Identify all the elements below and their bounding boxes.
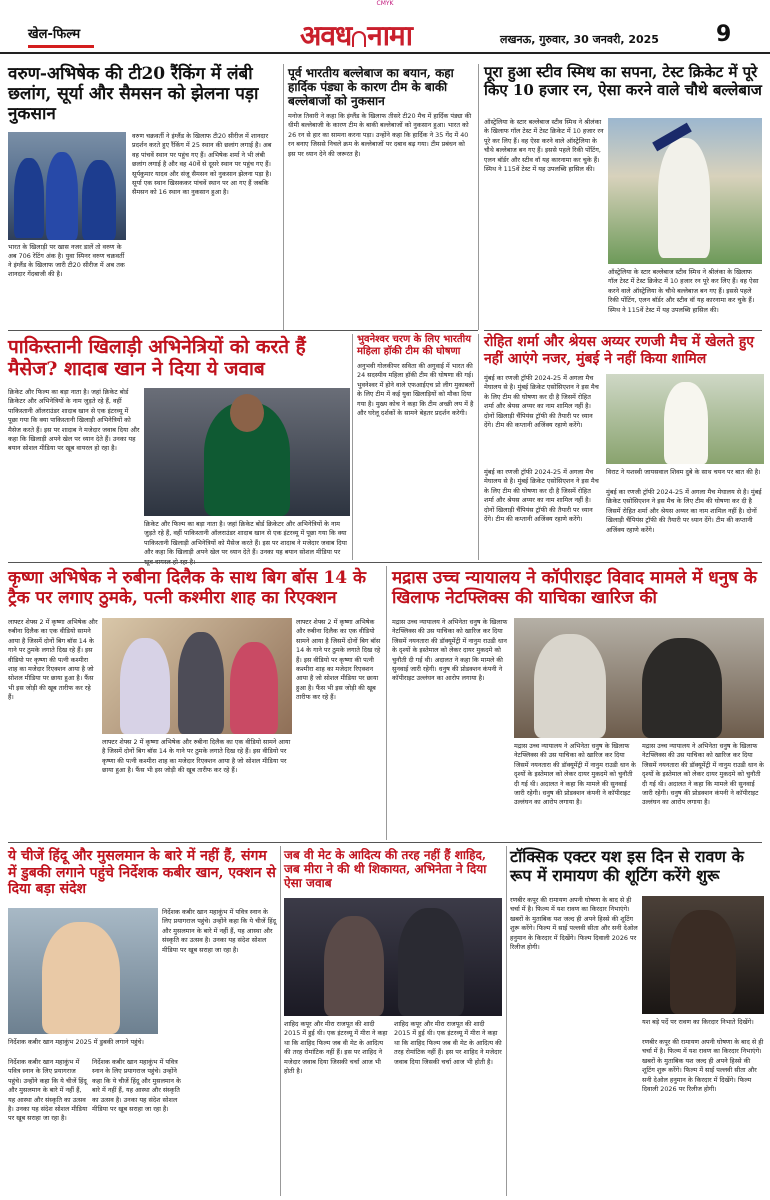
photo-yash xyxy=(642,896,764,1014)
body-kabir-cont: निर्देशक कबीर खान महाकुंभ में पवित्र स्नान के लिए प्रयागराज पहुंचे। उन्होंने कहा कि ये चीजें हिंदू और मुसलमान के बारे में नहीं हैं, यह आस्था और संस्कृति का उत्सव है। उनका यह संदेश सोशल मीडिया पर खूब सराहा जा रहा है। xyxy=(92,1058,181,1114)
divider xyxy=(8,330,478,331)
divider xyxy=(484,330,762,331)
body-kabir: निर्देशक कबीर खान महाकुंभ में पवित्र स्नान के लिए प्रयागराज पहुंचे। उन्होंने कहा कि ये चीजें हिंदू और मुसलमान के बारे में नहीं हैं, यह आस्था और संस्कृति का उत्सव है। उनका यह संदेश सोशल मीडिया पर खूब सराहा जा रहा है। xyxy=(8,1058,88,1123)
caption-ranji: विराट ने यशस्वी जायसवाल शिवम दुबे के साथ चयन पर बात की है। xyxy=(606,468,761,476)
headline-shadab: पाकिस्तानी खिलाड़ी अभिनेत्रियों को करते हैं मैसेज? शादाब खान ने दिया ये जवाब xyxy=(8,336,306,381)
caption-yash: यश बड़े पर्दे पर रावण का किरदार निभाते दिखेंगे। xyxy=(642,1018,754,1026)
column-divider xyxy=(283,64,284,330)
caption-kabir: निर्देशक कबीर खान महाकुंभ 2025 में डुबकी लगाने पहुंचे। xyxy=(8,1038,144,1046)
dateline: लखनऊ, गुरुवार, 30 जनवरी, 2025 xyxy=(500,33,659,46)
photo-shadab-khan xyxy=(144,388,350,516)
body-dhanush-cont: मद्रास उच्च न्यायालय ने अभिनेता धनुष के खिलाफ नेटफ्लिक्स की उस याचिका को खारिज कर दिया जिसमें नयनतारा की डॉक्यूमेंट्री में नानुम राउडी धान के दृश्यों के इस्तेमाल को लेकर दायर मुकदमे को चुनौती दी गई थी। अदालत ने कहा कि मामले की सुनवाई जारी रहेगी। धनुष की प्रोडक्शन कंपनी ने कॉपीराइट उल्लंघन का आरोप लगाया है। xyxy=(514,742,636,807)
body-hockey: अनुभवी गोलकीपर सविता की अगुवाई में भारत की 24 सदस्यीय महिला हॉकी टीम की घोषणा की गई। भुवनेश्वर में होने वाले एफआईएच प्रो लीग मुकाबलों के लिए टीम में कई युवा खिलाड़ियों को मौका दिया गया है। मुख्य कोच ने कहा कि टीम अच्छी लय में है और घरेलू दर्शकों के सामने बेहतर प्रदर्शन करेगी। xyxy=(357,362,475,418)
body-shadab: क्रिकेट और फिल्म का बड़ा नाता है। जहां क्रिकेट बोर्ड क्रिकेटर और अभिनेत्रियों के नाम जुड़ते रहे हैं, वहीं पाकिस्तानी ऑलराउंडर शादाब खान से एक इंटरव्यू में पूछा गया कि क्या पाकिस्तानी खिलाड़ी अभिनेत्रियों को मैसेज करते हैं। इस पर शादाब ने मजेदार जवाब दिया और कहा कि खिलाड़ी अपने खेल पर ध्यान देते हैं। उनका यह बयान सोशल मीडिया पर खूब वायरल हो रहा है। xyxy=(8,388,140,453)
body-aditya: शाहिद कपूर और मीरा राजपूत की शादी 2015 में हुई थी। एक इंटरव्यू में मीरा ने कहा था कि शाहिद फिल्म जब वी मेट के आदित्य की तरह रोमांटिक नहीं हैं। इस पर शाहिद ने मजेदार जवाब दिया जिसकी चर्चा आज भी होती है। xyxy=(284,1020,388,1076)
column-divider xyxy=(506,846,507,1196)
column-divider xyxy=(386,566,387,840)
body-krishna-cont2: लाफ्टर शेफ्स 2 में कृष्णा अभिषेक और रुबीना दिलैक का एक वीडियो सामने आया है जिसमें दोनों बिग बॉस 14 के गाने पर ठुमके लगाते दिख रहे हैं। इस वीडियो पर कृष्णा की पत्नी कश्मीरा शाह का मजेदार रिएक्शन आया है जो सोशल मीडिया पर छाया हुआ है। फैंस भी इस जोड़ी की खूब तारीफ कर रहे हैं। xyxy=(296,618,381,702)
body-hardik: मनोज तिवारी ने कहा कि इंग्लैंड के खिलाफ तीसरे टी20 मैच में हार्दिक पंड्या की धीमी बल्लेबाजी के कारण टीम के बाकी बल्लेबाजों को नुकसान हुआ। भारत को 26 रन से हार का सामना करना पड़ा। उन्होंने कहा कि हार्दिक ने 35 गेंद में 40 रन बनाए जिससे निचले क्रम के बल्लेबाजों पर दबाव बढ़ गया। टीम प्रबंधन को इस पर ध्यान देने की जरूरत है। xyxy=(288,112,472,158)
newspaper-logo xyxy=(300,16,412,54)
body-ranji-cont2: मुंबई का रणजी ट्रॉफी 2024-25 में अगला मैच मेघालय से है। मुंबई क्रिकेट एसोसिएशन ने इस मैच के लिए टीम की घोषणा कर दी है जिसमें रोहित शर्मा और श्रेयस अय्यर का नाम शामिल नहीं है। दोनों खिलाड़ी चैंपियंस ट्रॉफी की तैयारी पर ध्यान देंगे। टीम की कप्तानी अजिंक्य रहाणे करेंगे। xyxy=(606,488,762,534)
page-number: 9 xyxy=(716,22,732,47)
column-divider xyxy=(280,846,281,1196)
headline-ranji: रोहित शर्मा और श्रेयस अय्यर रणजी मैच में खेलते हुए नहीं आएंगे नजर, मुंबई ने नहीं किया शामिल xyxy=(484,334,755,367)
photo-rohit-sharma xyxy=(606,374,764,464)
body-shadab-cont: क्रिकेट और फिल्म का बड़ा नाता है। जहां क्रिकेट बोर्ड क्रिकेटर और अभिनेत्रियों के नाम जुड़ते रहे हैं, वहीं पाकिस्तानी ऑलराउंडर शादाब खान से एक इंटरव्यू में पूछा गया कि क्या पाकिस्तानी खिलाड़ी अभिनेत्रियों को मैसेज करते हैं। इस पर शादाब ने मजेदार जवाब दिया और कहा कि खिलाड़ी अपने खेल पर ध्यान देते हैं। उनका यह बयान सोशल मीडिया पर xyxy=(144,520,347,557)
photo-krishna-rubina xyxy=(102,618,292,734)
body-varun: वरुण चक्रवर्ती ने इंग्लैंड के खिलाफ टी20 सीरीज में शानदार प्रदर्शन करते हुए रैंकिंग में 25 स्थान की छलांग लगाई है। अब वह पांचवें स्थान पर पहुंच गए हैं। अभिषेक शर्मा ने भी लंबी छलांग लगाई है और वह 40वें से दूसरे स्थान पर पहुंच गए हैं। सूर्यकुमार यादव और संजू सैमसन को नुकसान झेलना पड़ा है। सूर्या एक स्थान खिसककर पांचवें स्थान पर आ गए हैं जबकि सैमसन को 16 स्थान का नुकसान हुआ है। xyxy=(132,132,272,197)
headline-varun: वरुण-अभिषेक की टी20 रैंकिंग में लंबी छलांग, सूर्या और सैमसन को झेलना पड़ा नुकसान xyxy=(8,64,259,125)
body-dhanush: मद्रास उच्च न्यायालय ने अभिनेता धनुष के खिलाफ नेटफ्लिक्स की उस याचिका को खारिज कर दिया जिसमें नयनतारा की डॉक्यूमेंट्री में नानुम राउडी धान के दृश्यों के इस्तेमाल को लेकर दायर मुकदमे को चुनौती दी गई थी। अदालत ने कहा कि मामले की सुनवाई जारी रहेगी। धनुष की प्रोडक्शन कंपनी ने कॉपीराइट उल्लंघन का आरोप लगाया है। xyxy=(392,618,508,683)
kicker-hockey: भुवनेश्वर चरण के लिए भारतीय महिला हॉकी टीम की घोषणा xyxy=(357,334,472,357)
photo-shahid-mira xyxy=(284,898,502,1016)
photo-kabir-khan xyxy=(8,908,158,1034)
body-yash-cont: रणबीर कपूर की रामायण अपनी घोषणा के बाद से ही चर्चा में है। फिल्म में यश रावण का किरदार निभाएंगे। खबरों के मुताबिक यश जल्द ही अपने हिस्से की शूटिंग शुरू करेंगे। फिल्म में साई पल्लवी सीता और सनी देओल हनुमान के किरदार में दिखेंगे। फिल्म दिवाली 2026 पर रिलीज होगी। xyxy=(642,1038,764,1094)
body-krishna: लाफ्टर शेफ्स 2 में कृष्णा अभिषेक और रुबीना दिलैक का एक वीडियो सामने आया है जिसमें दोनों बिग बॉस 14 के गाने पर ठुमके लगाते दिख रहे हैं। इस वीडियो पर कृष्णा की पत्नी कश्मीरा शाह का मजेदार रिएक्शन आया है जो सोशल मीडिया पर छाया हुआ है। फैंस भी इस जोड़ी की खूब तारीफ कर रहे हैं। xyxy=(8,618,98,702)
photo-steve-smith xyxy=(608,118,762,264)
dome-icon xyxy=(352,31,366,47)
cmyk-mark: CMYK xyxy=(376,0,394,7)
headline-dhanush: मद्रास उच्च न्यायालय ने कॉपीराइट विवाद मामले में धनुष के खिलाफ नेटफ्लिक्स की याचिका खारिज की xyxy=(392,568,757,609)
caption-varun: भारत के खिलाड़ी पर खास नजर डालें तो वरुण के अब 706 रेटिंग अंक है। युवा स्पिनर वरुण चक्रवर्ती ने इंग्लैंड के खिलाफ जारी टी20 सीरीज में अब तक शानदार गेंदबाजी की है। xyxy=(8,243,125,278)
logo-right: नामा xyxy=(367,19,412,52)
logo-left: अवध xyxy=(300,19,352,52)
body-ranji: मुंबई का रणजी ट्रॉफी 2024-25 में अगला मैच मेघालय से है। मुंबई क्रिकेट एसोसिएशन ने इस मैच के लिए टीम की घोषणा कर दी है जिसमें रोहित शर्मा और श्रेयस अय्यर का नाम शामिल नहीं है। दोनों खिलाड़ी चैंपियंस ट्रॉफी की तैयारी पर ध्यान देंगे। टीम की कप्तानी अजिंक्य रहाणे करेंगे। xyxy=(484,374,599,430)
headline-kabir: ये चीजें हिंदू और मुसलमान के बारे में नहीं हैं, संगम में डुबकी लगाने पहुंचे निर्देशक कबीर खान, एक्शन से दिया बड़ा संदेश xyxy=(8,848,276,898)
masthead xyxy=(0,10,770,54)
body-yash: रणबीर कपूर की रामायण अपनी घोषणा के बाद से ही चर्चा में है। फिल्म में यश रावण का किरदार निभाएंगे। खबरों के मुताबिक यश जल्द ही अपने हिस्से की शूटिंग शुरू करेंगे। फिल्म में साई पल्लवी सीता और सनी देओल हनुमान के किरदार में दिखेंगे। फिल्म दिवाली 2026 पर रिलीज होगी। xyxy=(510,896,638,952)
photo-cricket-team xyxy=(8,132,126,240)
headline-aditya: जब वी मेट के आदित्य की तरह नहीं हैं शाहिद, जब मीरा ने की थी शिकायत, अभिनेता ने दिया ऐसा जवाब xyxy=(284,848,487,891)
body-smith: ऑस्ट्रेलिया के स्टार बल्लेबाज स्टीव स्मिथ ने श्रीलंका के खिलाफ गॉल टेस्ट में टेस्ट क्रिकेट में 10 हजार रन पूरे कर लिए हैं। वह ऐसा करने वाले ऑस्ट्रेलिया के चौथे बल्लेबाज बन गए हैं। इससे पहले रिकी पोंटिंग, एलन बॉर्डर और स्टीव वॉ यह कारनामा कर चुके हैं। स्मिथ ने 115वें टेस्ट में यह उपलब्धि हासिल की। xyxy=(484,118,604,174)
divider xyxy=(8,842,762,843)
section-label: खेल-फिल्म xyxy=(28,24,94,42)
body-aditya-cont: शाहिद कपूर और मीरा राजपूत की शादी 2015 में हुई थी। एक इंटरव्यू में मीरा ने कहा था कि शाहिद फिल्म जब वी मेट के आदित्य की तरह रोमांटिक नहीं हैं। इस पर शाहिद ने मजेदार जवाब दिया जिसकी चर्चा आज भी होती है। xyxy=(394,1020,502,1066)
column-divider xyxy=(478,334,479,560)
column-divider xyxy=(352,334,353,560)
headline-krishna: कृष्णा अभिषेक ने रुबीना दिलैक के साथ बिग बॉस 14 के ट्रैक पर लगाए ठुमके, पत्नी कश्मीरा शाह का रिएक्शन xyxy=(8,568,367,609)
divider xyxy=(8,562,762,563)
body-dhanush-cont2: मद्रास उच्च न्यायालय ने अभिनेता धनुष के खिलाफ नेटफ्लिक्स की उस याचिका को खारिज कर दिया जिसमें नयनतारा की डॉक्यूमेंट्री में नानुम राउडी धान के दृश्यों के इस्तेमाल को लेकर दायर मुकदमे को चुनौती दी गई थी। अदालत ने कहा कि मामले की सुनवाई जारी रहेगी। धनुष की प्रोडक्शन कंपनी ने कॉपीराइट उल्लंघन का आरोप लगाया है। xyxy=(642,742,764,807)
headline-yash: टॉक्सिक एक्टर यश इस दिन से रावण के रूप में रामायण की शूटिंग करेंगे शुरू xyxy=(510,847,744,885)
photo-dhanush xyxy=(514,618,764,738)
body-smith-cont: ऑस्ट्रेलिया के स्टार बल्लेबाज स्टीव स्मिथ ने श्रीलंका के खिलाफ गॉल टेस्ट में टेस्ट क्रिकेट में 10 हजार रन पूरे कर लिए हैं। वह ऐसा करने वाले ऑस्ट्रेलिया के चौथे बल्लेबाज बन गए हैं। इससे पहले रिकी पोंटिंग, एलन बॉर्डर और स्टीव वॉ यह कारनामा कर चुके हैं। स्मिथ ने 115वें टेस्ट में यह उपलब्धि हासिल की। xyxy=(608,268,759,314)
body-ranji-cont: मुंबई का रणजी ट्रॉफी 2024-25 में अगला मैच मेघालय से है। मुंबई क्रिकेट एसोसिएशन ने इस मैच के लिए टीम की घोषणा कर दी है जिसमें रोहित शर्मा और श्रेयस अय्यर का नाम शामिल नहीं है। दोनों खिलाड़ी चैंपियंस ट्रॉफी की तैयारी पर ध्यान देंगे। टीम की कप्तानी अजिंक्य रहाणे करेंगे। xyxy=(484,468,599,524)
body-krishna-cont: लाफ्टर शेफ्स 2 में कृष्णा अभिषेक और रुबीना दिलैक का एक वीडियो सामने आया है जिसमें दोनों बिग बॉस 14 के गाने पर ठुमके लगाते दिख रहे हैं। इस वीडियो पर कृष्णा की पत्नी कश्मीरा शाह का मजेदार रिएक्शन आया है जो सोशल मीडिया पर छाया हुआ है। फैंस भी इस जोड़ी की खूब तारीफ कर रहे हैं। xyxy=(102,738,291,775)
body-kabir-cont2: निर्देशक कबीर खान महाकुंभ में पवित्र स्नान के लिए प्रयागराज पहुंचे। उन्होंने कहा कि ये चीजें हिंदू और मुसलमान के बारे में नहीं हैं, यह आस्था और संस्कृति का उत्सव है। उनका यह संदेश सोशल मीडिया पर खूब सराहा जा रहा है। xyxy=(162,908,277,954)
headline-hardik: पूर्व भारतीय बल्लेबाज का बयान, कहा हार्दिक पंड्या के कारण टीम के बाकी बल्लेबाजों को नुकसान xyxy=(288,66,454,109)
headline-smith: पूरा हुआ स्टीव स्मिथ का सपना, टेस्ट क्रिकेट में पूरे किए 10 हजार रन, ऐसा करने वाले चौथे बल्लेबाज xyxy=(484,63,762,99)
column-divider xyxy=(478,64,479,330)
